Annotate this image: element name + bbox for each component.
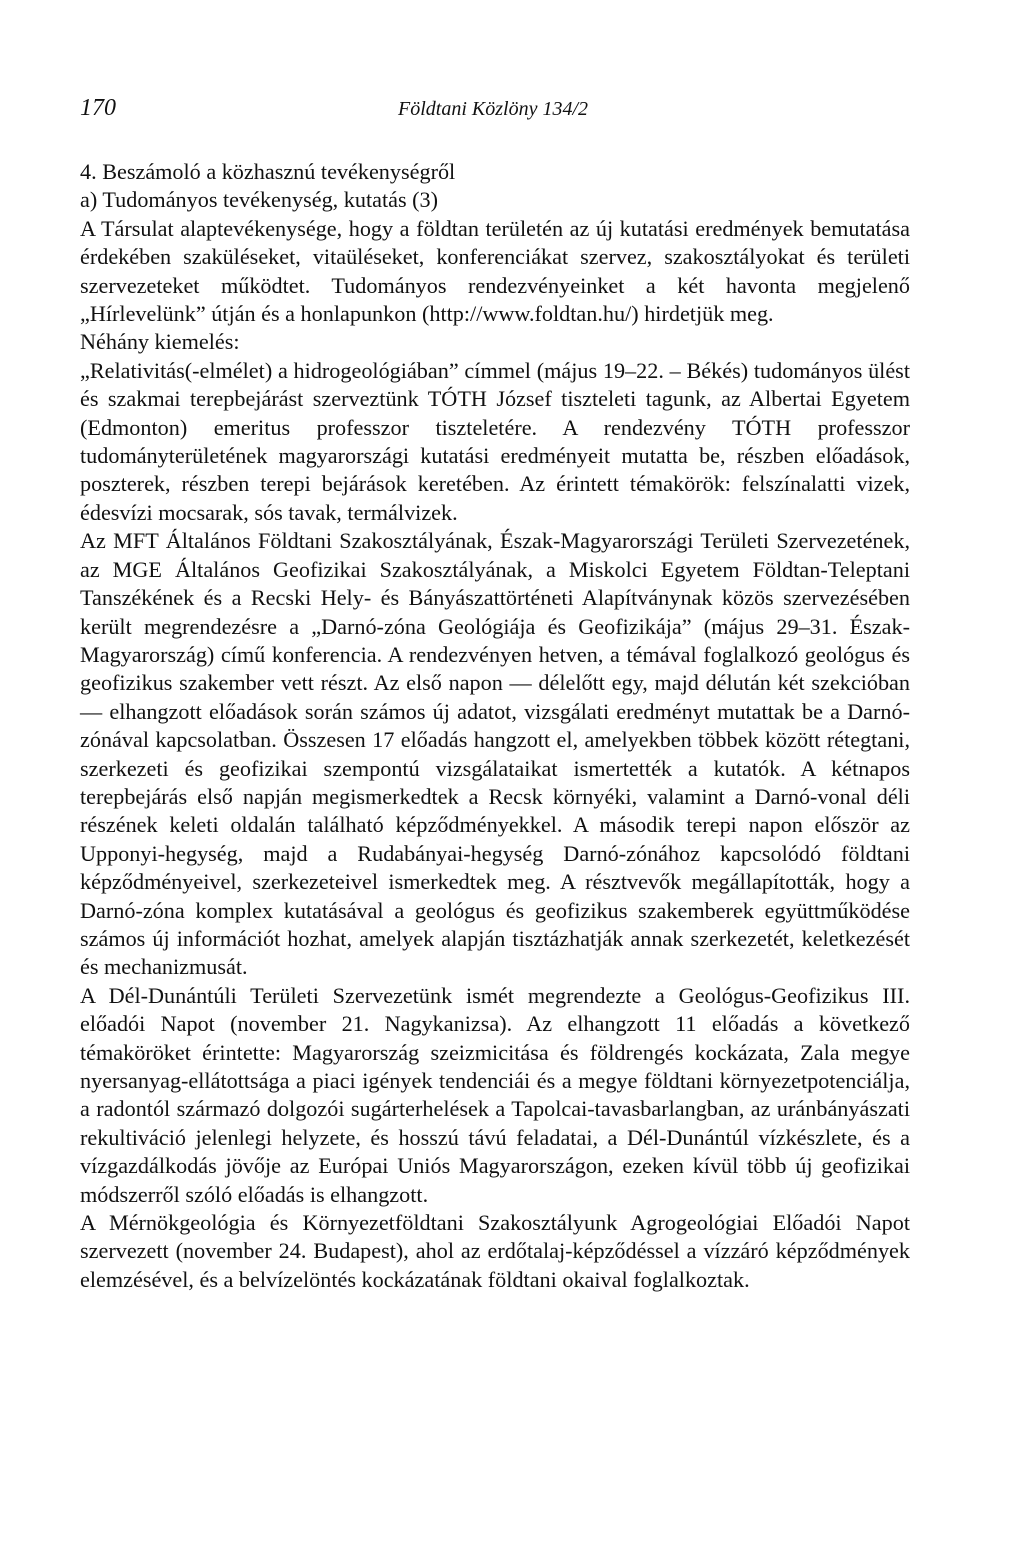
paragraph: Néhány kiemelés: <box>80 329 240 355</box>
section-subtitle: a) Tudományos tevékenység, kutatás (3) <box>80 187 439 213</box>
paragraph: Az MFT Általános Földtani Szakosztályának, Észak-Magyarországi Területi Szervezetének, az MGE Általános Geofizikai Szakosztályának, a Miskolci Egyetem Földtan-Teleptani Tanszékének és a Recski Hely- és Bányászattörténeti Alapítványnak közös szervezésében került megrendezésre a „Darnó-zóna Geológiája és Geofizikája” (május 29–31. Észak-Magyarország) című konferencia. A rendezvényen hetven, a témával foglalkozó geológus és geofizikus szakember vett részt. Az első napon — délelőtt egy, majd délután két szekcióban — elhangzott előadások során számos új adatot, vizsgálati eredményt mutattak be a Darnó-zónával kapcsolatban. Összesen 17 előadás hangzott el, amelyekben többek között rétegtani, szerkezeti és geofizikai szempontú vizsgálataikat ismertették a kutatók. A kétnapos terepbejárás első napján megismerkedtek a Recsk környéki, valamint a Darnó-vonal déli részének keleti oldalán található képződményekkel. A második terepi napon először az Upponyi-hegység, majd a Rudabányai-hegység Darnó-zónához kapcsolódó földtani képződményeivel, szerkezeteivel ismerkedtek meg. A résztvevők megállapították, hogy a Darnó-zóna komplex kutatásával a geológus és geofizikus szakemberek együttműködése számos új információt hozhat, amelyek alapján tisztázhatják annak szerkezetét, keletkezését és mechanizmusát. <box>80 528 910 980</box>
paragraph: A Mérnökgeológia és Környezetföldtani Szakosztályunk Agrogeológiai Előadói Napot szervezett (november 24. Budapest), ahol az erdőtalaj-képződéssel a vízzáró képződmények elemzésével, és a belvízelöntés kockázatának földtani okaival foglalkoztak. <box>80 1210 910 1292</box>
page-number: 170 <box>80 95 116 121</box>
page-header <box>80 94 950 128</box>
paragraph: „Relativitás(-elmélet) a hidrogeológiában” címmel (május 19–22. – Békés) tudományos ülést és szakmai terepbejárást szerveztünk TÓTH József tiszteleti tagunk, az Albertai Egyetem (Edmonton) emeritus professzor tiszteletére. A rendezvény TÓTH professzor tudományterületének magyarországi kutatási eredményeit mutatta be, részben előadások, poszterek, részben terepi bejárások keretében. Az érintett témakörök: felszínalatti vizek, édesvízi mocsarak, sós tavak, termálvizek. <box>80 357 910 525</box>
paragraph: A Dél-Dunántúli Területi Szervezetünk ismét megrendezte a Geológus-Geofizikus III. előadói Napot (november 21. Nagykanizsa). Az elhangzott 11 előadás a következő témaköröket érintette: Magyarország szeizmicitása és földrengés kockázata, Zala megye nyersanyag-ellátottsága a piaci igények tendenciái és a megye földtani környezetpotenciálja, a radontól származó dolgozói sugárterhelések a Tapolcai-tavasbarlangban, az uránbányászati rekultiváció jelenlegi helyzete, és hosszú távú feladatai, a Dél-Dunántúl vízkészlete, és a vízgazdálkodás jövője az Európai Uniós Magyarországon, ezeken kívül több új geofizikai módszerről szóló előadás is elhangzott. <box>80 982 910 1207</box>
document-body <box>80 158 910 1294</box>
journal-title: Földtani Közlöny 134/2 <box>398 98 588 120</box>
paragraph: A Társulat alaptevékenysége, hogy a földtan területén az új kutatási eredmények bemutatása érdekében szaküléseket, vitaüléseket, konferenciákat szervez, szakosztályokat és területi szervezeteket működtet. Tudományos rendezvényeinket a két havonta megjelenő „Hírlevelünk” útján és a honlapunkon (http://www.foldtan.hu/) hirdetjük meg. <box>80 215 910 327</box>
section-title: 4. Beszámoló a közhasznú tevékenységről <box>80 159 456 184</box>
